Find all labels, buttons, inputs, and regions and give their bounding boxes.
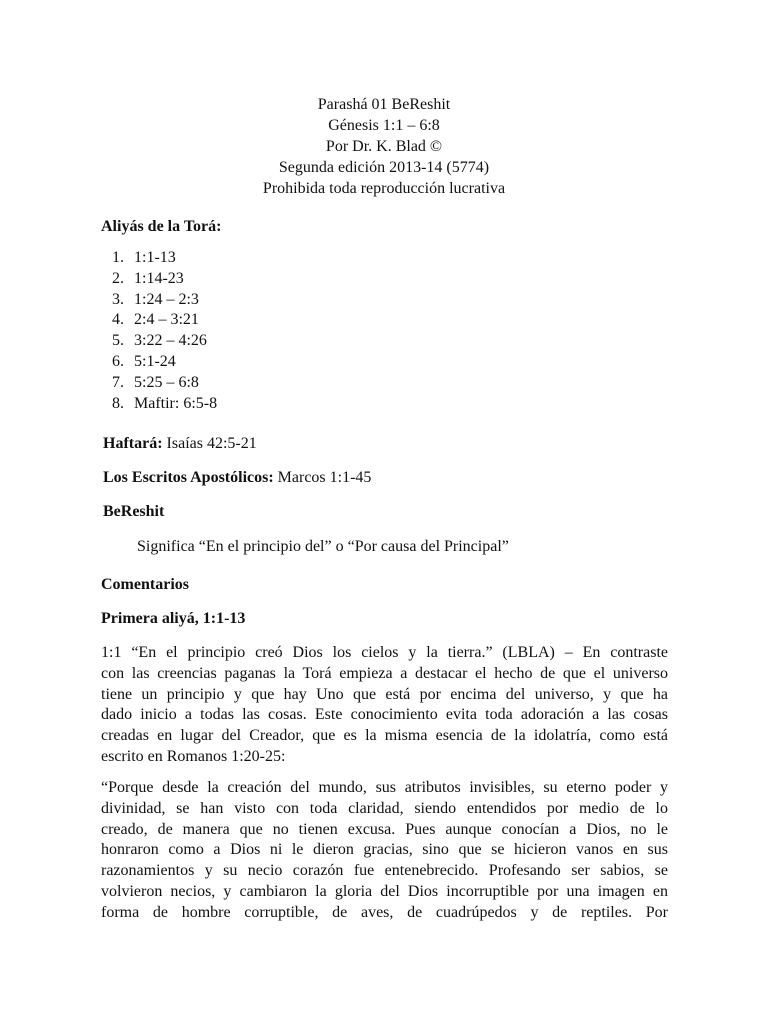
paragraph-line: tiene un principio y que hay Uno que está por encima del universo, y que ha xyxy=(101,685,668,703)
bereshit-heading: BeReshit xyxy=(103,503,165,520)
header-copyright-notice: Prohibida toda reproducción lucrativa xyxy=(262,180,506,197)
paragraph-line: creado, de manera que no tienen excusa. Pues aunque conocían a Dios, no le xyxy=(101,820,668,838)
escritos-line xyxy=(103,469,371,487)
primera-aliya-heading: Primera aliyá, 1:1-13 xyxy=(101,610,246,627)
haftara-value: Isaías 42:5-21 xyxy=(162,435,257,452)
paragraph-line: dado inicio a todas las cosas. Este conocimiento evita toda adoración a las cosas xyxy=(101,706,668,724)
list-item: 1. 1:1-13 xyxy=(112,249,176,266)
commentary-paragraph xyxy=(101,643,668,768)
haftara-line xyxy=(103,435,257,453)
paragraph-line: creadas en lugar del Creador, que es la misma esencia de la idolatría, como está xyxy=(101,727,668,745)
paragraph-line: razonamientos y su necio corazón fue entenebrecido. Profesando ser sabios, se xyxy=(101,862,668,880)
paragraph-line: volvieron necios, y cambiaron la gloria del Dios incorruptible por una imagen en xyxy=(101,882,668,900)
paragraph-line: con las creencias paganas la Torá empieza a destacar el hecho de que el universo xyxy=(101,664,668,682)
paragraph-line: honraron como a Dios ni le dieron gracias, sino que se hicieron vanos en sus xyxy=(101,841,668,859)
paragraph-line: 1:1 “En el principio creó Dios los cielos y la tierra.” (LBLA) – En contraste xyxy=(101,644,668,661)
list-item: 3. 1:24 – 2:3 xyxy=(112,290,199,308)
list-item: 7. 5:25 – 6:8 xyxy=(112,373,199,391)
romans-quote-paragraph xyxy=(101,778,668,924)
header-scripture-range: Génesis 1:1 – 6:8 xyxy=(328,117,440,134)
paragraph-line: “Porque desde la creación del mundo, sus atributos invisibles, su eterno poder y xyxy=(101,779,668,796)
list-item: 8. Maftir: 6:5-8 xyxy=(112,394,218,412)
escritos-label: Los Escritos Apostólicos: xyxy=(103,469,274,486)
paragraph-line: forma de hombre corruptible, de aves, de cuadrúpedos y de reptiles. Por xyxy=(101,903,668,921)
escritos-value: Marcos 1:1-45 xyxy=(273,469,372,486)
aliyot-list xyxy=(112,248,217,414)
header-edition: Segunda edición 2013-14 (5774) xyxy=(278,159,490,176)
header-parasha-title: Parashá 01 BeReshit xyxy=(317,96,451,113)
list-item: 6. 5:1-24 xyxy=(112,352,176,370)
header-author: Por Dr. K. Blad © xyxy=(325,138,443,155)
aliyot-heading: Aliyás de la Torá: xyxy=(101,218,222,235)
list-item: 2. 1:14-23 xyxy=(112,269,184,287)
paragraph-line: divinidad, se han visto con toda claridad, siendo entendidos por medio de lo xyxy=(101,799,668,817)
list-item: 4. 2:4 – 3:21 xyxy=(112,311,199,329)
haftara-label: Haftará: xyxy=(103,435,163,452)
comentarios-heading: Comentarios xyxy=(101,576,189,593)
document-header xyxy=(0,94,768,199)
paragraph-line: escrito en Romanos 1:20-25: xyxy=(101,747,286,765)
list-item: 5. 3:22 – 4:26 xyxy=(112,332,207,350)
bereshit-meaning: Significa “En el principio del” o “Por causa del Principal” xyxy=(137,538,509,555)
